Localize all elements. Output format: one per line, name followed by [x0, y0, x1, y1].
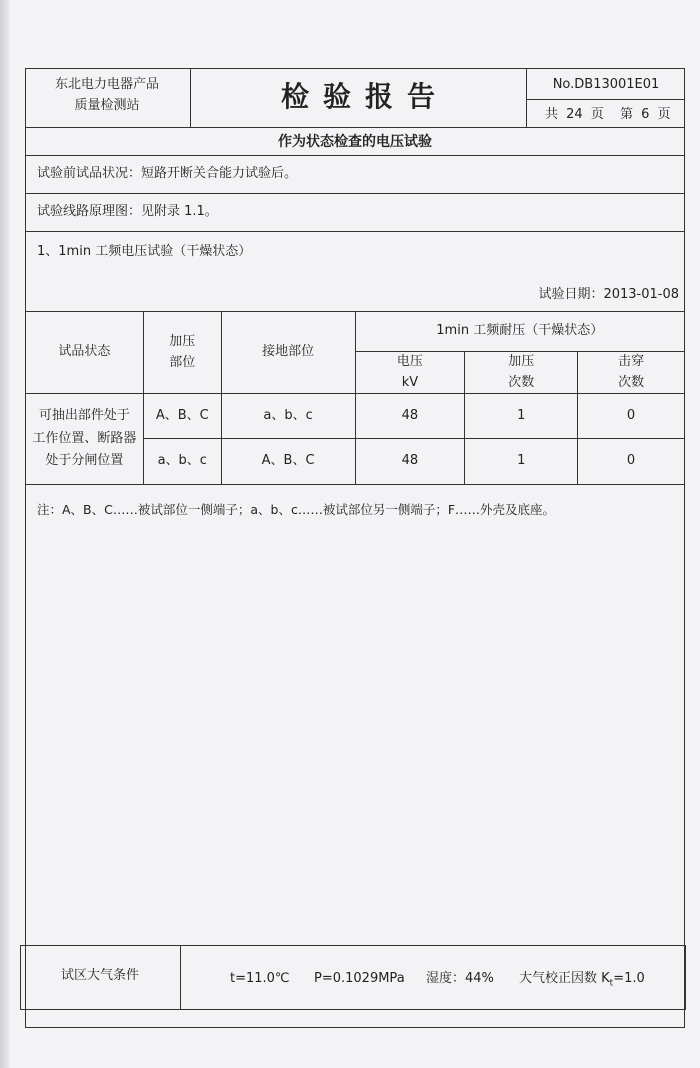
col-header-group: 1min 工频耐压（干燥状态） [355, 312, 685, 352]
header-divider-page [526, 99, 685, 100]
circuit-line [25, 231, 685, 232]
circuit-diagram-ref: 试验线路原理图：见附录 1.1。 [37, 204, 218, 219]
correction-label: 大气校正因数 K [519, 971, 610, 986]
footer-pressure: P=0.1029MPa [314, 971, 405, 986]
cell-state [26, 394, 144, 485]
state-line1: 可抽出部件处于 [38, 407, 130, 423]
condition-line [25, 193, 685, 194]
col-header-breakdown [578, 352, 685, 394]
cell-applied: A、B、C [143, 394, 221, 439]
section-title-line [25, 155, 685, 156]
footer-temperature: t=11.0℃ [230, 971, 290, 986]
col-header-breakdown-line1: 击穿 [618, 354, 645, 370]
footer-divider [180, 945, 181, 1010]
cell-voltage: 48 [355, 439, 465, 485]
report-number: No.DB13001E01 [552, 77, 660, 92]
col-header-times [465, 352, 578, 394]
cell-breakdown: 0 [578, 394, 685, 439]
col-header-voltage-line2: kV [401, 374, 419, 390]
state-line2: 工作位置、断路器 [32, 430, 137, 446]
report-title: 检验报告 [280, 80, 450, 113]
header-divider-left [190, 68, 191, 127]
table-note: 注：A、B、C……被试部位一侧端子；a、b、c……被试部位另一侧端子；F……外壳及底座。 [37, 502, 556, 517]
org-name-line1: 东北电力电器产品 [54, 77, 160, 92]
cell-applied: a、b、c [143, 439, 221, 485]
total-pages-value: 24 [566, 107, 583, 122]
total-pages-suffix: 页 [590, 107, 604, 122]
table-row [26, 394, 685, 439]
cell-times: 1 [465, 394, 578, 439]
col-header-times-line1: 加压 [508, 354, 535, 370]
cell-ground: a、b、c [221, 394, 355, 439]
test-results-table [25, 311, 685, 485]
footer-correction-factor [519, 971, 645, 989]
pre-test-condition: 试验前试品状况：短路开断关合能力试验后。 [37, 166, 298, 181]
col-header-applied-line2: 部位 [169, 354, 196, 370]
correction-value: =1.0 [613, 971, 645, 986]
total-pages-prefix: 共 [545, 107, 559, 122]
footer-humidity: 湿度：44% [426, 971, 494, 986]
page-value: 6 [641, 107, 650, 122]
footer-label: 试区大气条件 [60, 968, 140, 983]
page-binding-edge [0, 0, 10, 1068]
subsection-title: 1、1min 工频电压试验（干燥状态） [37, 244, 252, 259]
page-suffix: 页 [657, 107, 671, 122]
col-header-times-line2: 次数 [508, 374, 535, 390]
header-bottom-line [25, 127, 685, 128]
cell-ground: A、B、C [221, 439, 355, 485]
cell-breakdown: 0 [578, 439, 685, 485]
page-prefix: 第 [620, 107, 634, 122]
col-header-applied [143, 312, 221, 394]
correction-subscript: t [609, 978, 614, 989]
header-divider-right [526, 68, 527, 127]
page-count [545, 107, 604, 123]
col-header-voltage [355, 352, 465, 394]
org-name-line2: 质量检测站 [74, 98, 140, 113]
test-date: 试验日期：2013-01-08 [538, 287, 679, 302]
col-header-breakdown-line2: 次数 [618, 374, 645, 390]
cell-voltage: 48 [355, 394, 465, 439]
cell-times: 1 [465, 439, 578, 485]
state-line3: 处于分闸位置 [45, 453, 124, 469]
col-header-applied-line1: 加压 [169, 334, 196, 350]
section-title: 作为状态检查的电压试验 [278, 134, 432, 150]
col-header-ground: 接地部位 [221, 312, 355, 394]
col-header-state: 试品状态 [26, 312, 144, 394]
col-header-voltage-line1: 电压 [396, 354, 423, 370]
page-number [620, 107, 671, 123]
